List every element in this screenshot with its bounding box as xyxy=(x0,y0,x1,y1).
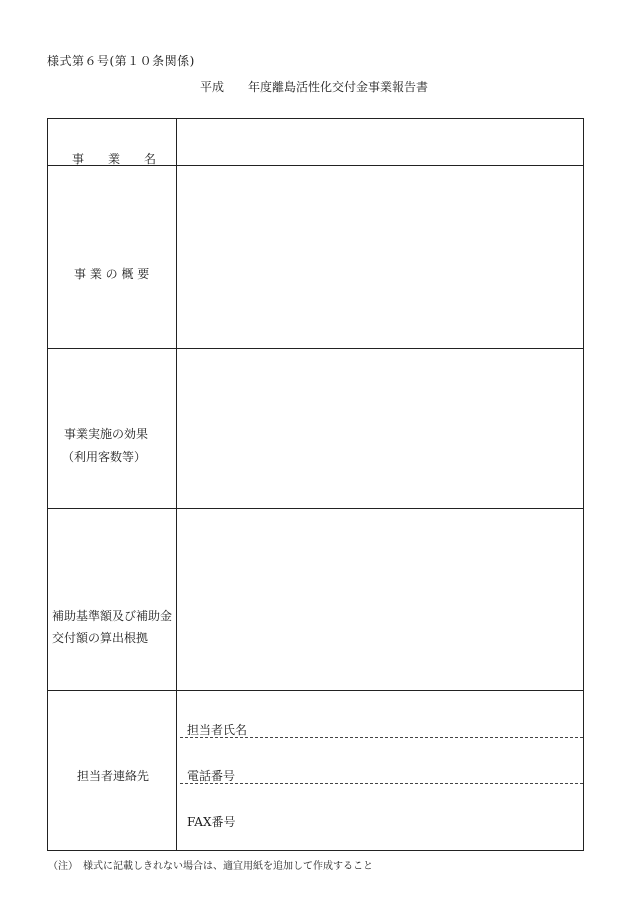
overview-row xyxy=(48,165,583,348)
subsidy-row xyxy=(48,508,583,690)
contact-label: 担当者連絡先 xyxy=(77,769,150,783)
project-name-label: 事 業 名 xyxy=(72,152,157,166)
report-form-table xyxy=(47,118,584,851)
footnote: （注） 様式に記載しきれない場合は、適宜用紙を追加して作成すること xyxy=(48,861,373,872)
overview-field[interactable] xyxy=(177,166,583,348)
effect-row xyxy=(48,348,583,508)
overview-label-cell xyxy=(48,166,177,348)
fax-number-field[interactable] xyxy=(180,799,583,839)
overview-label: 事 業 の 概 要 xyxy=(74,267,150,281)
effect-label-line1: 事業実施の効果 xyxy=(64,427,149,441)
contact-details-cell xyxy=(177,691,583,850)
project-name-field[interactable] xyxy=(177,119,583,165)
contact-label-cell xyxy=(48,691,177,850)
person-name-label: 担当者氏名 xyxy=(187,723,248,737)
subsidy-label-cell xyxy=(48,509,177,690)
fax-number-label: FAX番号 xyxy=(187,815,236,829)
effect-label-cell xyxy=(48,349,177,508)
contact-row xyxy=(48,690,583,850)
effect-field[interactable] xyxy=(177,349,583,508)
subsidy-label-line1: 補助基準額及び補助金 xyxy=(52,609,173,623)
effect-label-line2: （利用客数等） xyxy=(62,450,147,464)
phone-number-field[interactable] xyxy=(180,783,583,784)
form-number: 様式第６号(第１０条関係) xyxy=(47,54,195,68)
subsidy-label-line2: 交付額の算出根拠 xyxy=(52,631,149,645)
phone-number-label: 電話番号 xyxy=(187,769,236,783)
person-name-field[interactable] xyxy=(180,737,583,738)
form-title: 平成 年度離島活性化交付金事業報告書 xyxy=(200,80,429,94)
subsidy-field[interactable] xyxy=(177,509,583,690)
project-name-row xyxy=(48,119,583,165)
project-name-label-cell xyxy=(48,119,177,165)
